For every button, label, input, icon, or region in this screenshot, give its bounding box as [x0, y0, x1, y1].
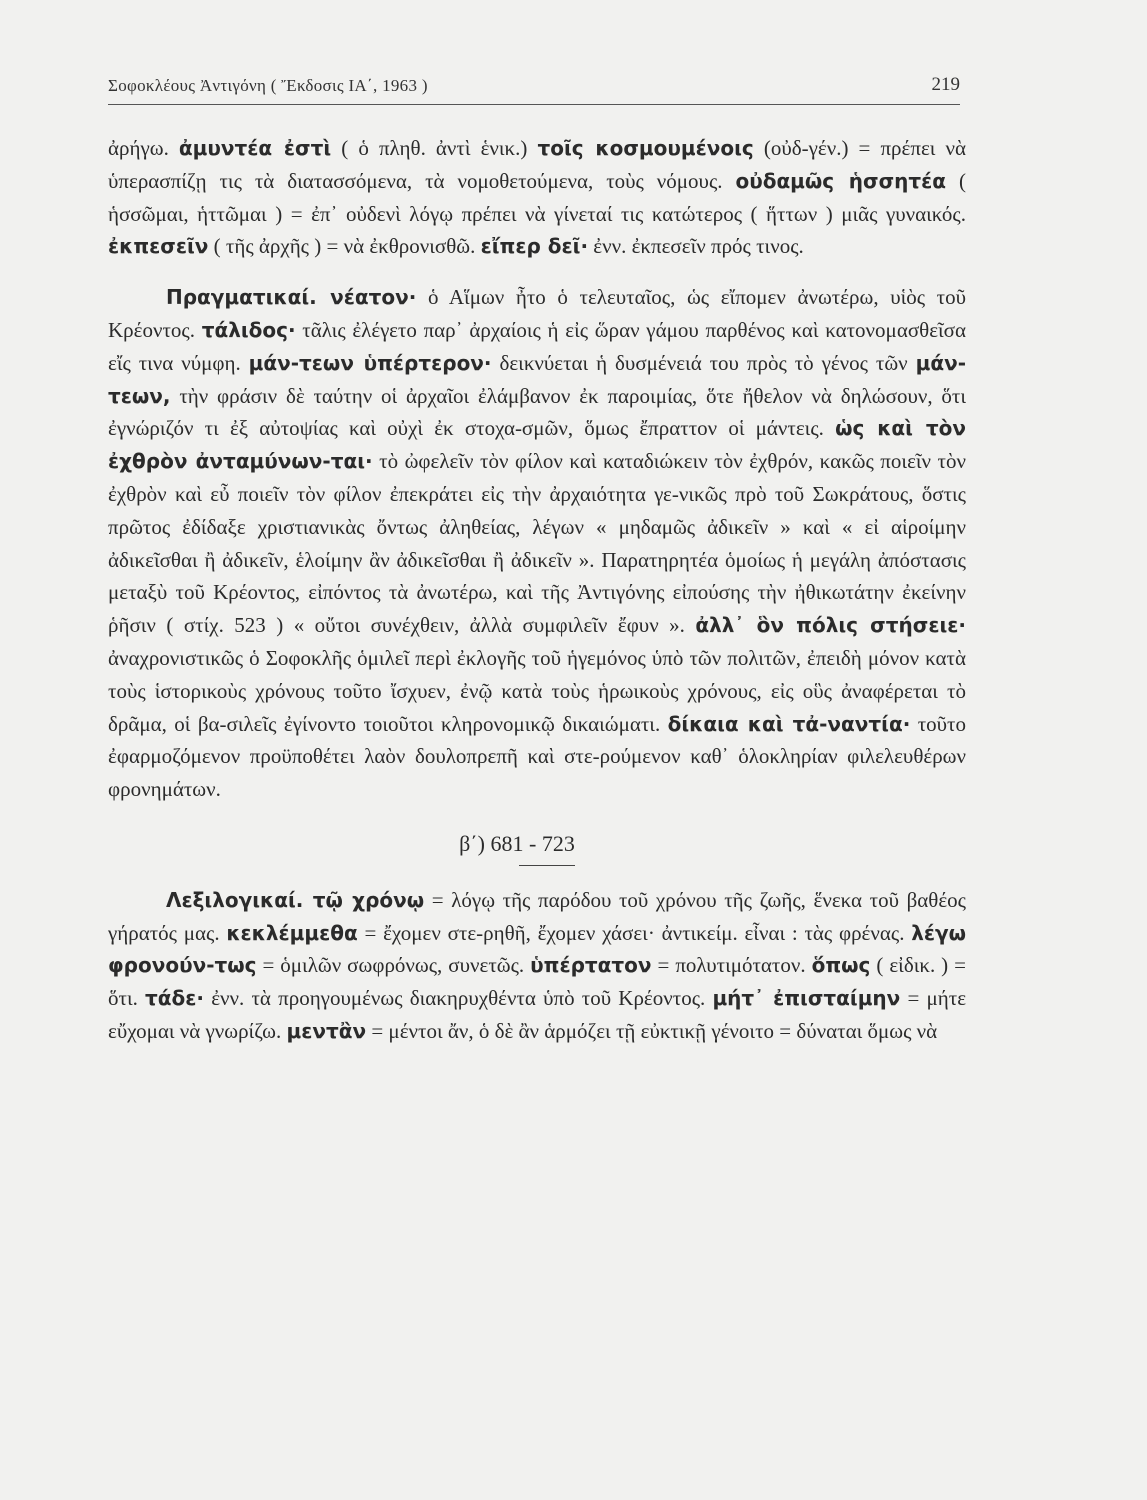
lemma-term: τοῖς κοσμουμένοις [537, 136, 754, 160]
lemma-term: Λεξιλογικαί. τῷ χρόνῳ [166, 887, 425, 912]
page-number: 219 [931, 74, 960, 95]
heading-rule [519, 865, 575, 866]
lemma-term: μάν-τεων, [108, 350, 966, 408]
gloss-text: (οὐδ-γέν.) = πρέπει νὰ ὑπερασπίζῃ τις τὰ διατασσόμενα, τὰ νομοθετούμενα, τοὺς νόμους. [108, 136, 966, 193]
gloss-text: = μήτε εὔχομαι νὰ γνωρίζω. [108, 986, 967, 1043]
gloss-text: = πολυτιμότατον. [651, 953, 812, 978]
gloss-text: ἐνν. τὰ προηγουμένως διακηρυχθέντα ὑπὸ τοῦ Κρέοντος. [204, 986, 713, 1011]
lemma-term: δίκαια καὶ τἀ-ναντία· [667, 711, 911, 736]
gloss-text: ( τῆς ἀρχῆς ) = νὰ ἐκθρονισθῶ. [208, 234, 481, 259]
gloss-text: = λόγῳ τῆς παρόδου τοῦ χρόνου τῆς ζωῆς, ἕνεκα τοῦ βαθέος γήρατός μας. [108, 887, 967, 945]
paragraph-pragmatikai [108, 281, 966, 806]
lemma-term: ἀλλ᾿ ὃν πόλις στήσειε· [695, 613, 966, 638]
lemma-term: ἀμυντέα ἐστὶ [178, 136, 332, 160]
gloss-text: = ἔχομεν στε-ρηθῆ, ἔχομεν χάσει· ἀντικείμ. εἶναι : τὰς φρένας. [357, 920, 912, 945]
commentary-body [108, 132, 966, 1048]
lemma-term: Πραγματικαί. νέατον· [166, 285, 417, 310]
gloss-text: ἐνν. ἐκπεσεῖν πρός τινος. [588, 234, 804, 259]
lemma-term: τάδε· [145, 986, 205, 1011]
lemma-term: ὑπέρτατον [530, 953, 652, 978]
section-heading: β΄) 681 - 723 [459, 830, 575, 856]
lemma-term: τάλιδος· [201, 317, 296, 342]
gloss-text: ἀρήγω. [108, 136, 179, 160]
gloss-text: = ὁμιλῶν σωφρόνως, συνετῶς. [256, 953, 531, 978]
paragraph-glossary-continued [108, 132, 966, 263]
lemma-term: ὅπως [811, 953, 871, 978]
gloss-text: ἀναχρονιστικῶς ὁ Σοφοκλῆς ὁμιλεῖ περὶ ἐκλογῆς τοῦ ἡγεμόνος ὑπὸ τῶν πολιτῶν, ἐπειδὴ μόνον κατὰ τοὺς ἱστορικοὺς χρόνους τοῦτο ἴσχυεν, ἐνῷ κατὰ τοὺς ἡρωικοὺς χρόνους, εἰς οὓς ἀναφέρεται τὸ δρᾶμα, οἱ βα-σιλεῖς ἐγίνοντο τοιοῦτοι κληρονομικῷ δικαιώματι. [108, 645, 966, 736]
gloss-text: τοῦτο ἐφαρμοζόμενον προϋποθέτει λαὸν δουλοπρεπῆ καὶ στε-ρούμενον καθ᾿ ὁλοκληρίαν φιλελευθέρων φρονημάτων. [108, 711, 966, 802]
lemma-term: μήτ᾿ ἐπισταίμην [712, 986, 901, 1011]
gloss-text: ( ἡσσῶμαι, ἡττῶμαι ) = ἐπ᾿ οὐδενὶ λόγῳ πρέπει νὰ γίνεταί τις κατώτερος ( ἥττων ) μιᾶς γυναικός. [108, 168, 966, 226]
lemma-term: ἐκπεσεῖν [108, 234, 209, 259]
running-header [108, 70, 960, 105]
gloss-text: τὴν φράσιν δὲ ταύτην οἱ ἀρχαῖοι ἐλάμβανον ἐκ παροιμίας, ὅτε ἤθελον νὰ δηλώσουν, ὅτι ἐγνώριζόν τι ἐξ αὐτοψίας καὶ οὐχὶ ἐκ στοχα-σμῶν, ὅμως ἔπραττον οἱ μάντεις. [108, 383, 966, 441]
lemma-term: οὐδαμῶς ἡσσητέα [735, 168, 947, 193]
lemma-term: εἴπερ δεῖ· [480, 234, 589, 259]
lemma-term: λέγω φρονούν-τως [108, 920, 966, 978]
gloss-text: ὁ Αἵμων ἦτο ὁ τελευταῖος, ὡς εἴπομεν ἀνωτέρω, υἱὸς τοῦ Κρέοντος. [108, 285, 966, 342]
paragraph-lexilogikai [108, 884, 966, 1048]
gloss-text: ( ὁ πληθ. ἀντὶ ἑνικ.) [331, 136, 538, 160]
gloss-text: ( εἰδικ. ) = ὅτι. [108, 953, 966, 1011]
running-title: Σοφοκλέους Ἀντιγόνη ( Ἔκδοσις ΙΑ΄, 1963 ) [108, 76, 428, 95]
lemma-term: ὡς καὶ τὸν ἐχθρὸν ἀνταμύνων-ται· [108, 416, 966, 474]
lemma-term: μάν-τεων ὑπέρτερον· [248, 350, 492, 375]
gloss-text: δεικνύεται ἡ δυσμένειά του πρὸς τὸ γένος τῶν [491, 350, 916, 375]
gloss-text: = μέντοι ἄν, ὁ δὲ ἂν ἁρμόζει τῇ εὐκτικῇ γένοιτο = δύναται ὅμως νὰ [366, 1018, 938, 1043]
lemma-term: μεντἂν [286, 1018, 367, 1043]
lemma-term: κεκλέμμεθα [226, 920, 358, 945]
gloss-text: τᾶλις ἐλέγετο παρ᾿ ἀρχαίοις ἡ εἰς ὥραν γάμου παρθένος καὶ κατονομασθεῖσα εἴς τινα νύμφη. [108, 317, 966, 375]
gloss-text: τὸ ὠφελεῖν τὸν φίλον καὶ καταδιώκειν τὸν ἐχθρόν, κακῶς ποιεῖν τὸν ἐχθρὸν καὶ εὖ ποιεῖν τὸν φίλον ἐπεκράτει εἰς τὴν ἀρχαιότητα γε-νικῶς πρὸ τοῦ Σωκράτους, ὅστις πρῶτος ἐδίδαξε χριστιανικὰς ὄντως ἀληθείας, λέγων « μηδαμῶς ἀδικεῖν » καὶ « εἰ αἱροίμην ἀδικεῖσθαι ἢ ἀδικεῖν, ἑλοίμην ἂν ἀδικεῖσθαι ἢ ἀδικεῖν ». Παρατηρητέα ὁμοίως ἡ μεγάλη ἀπόστασις μεταξὺ τοῦ Κρέοντος, εἰπόντος τὰ ἀνωτέρω, καὶ τῆς Ἀντιγόνης εἰπούσης τὴν ἠθικωτάτην ἐκείνην ῥῆσιν ( στίχ. 523 ) « οὔτοι συνέχθειν, ἀλλὰ συμφιλεῖν ἔφυν ». [108, 449, 966, 638]
